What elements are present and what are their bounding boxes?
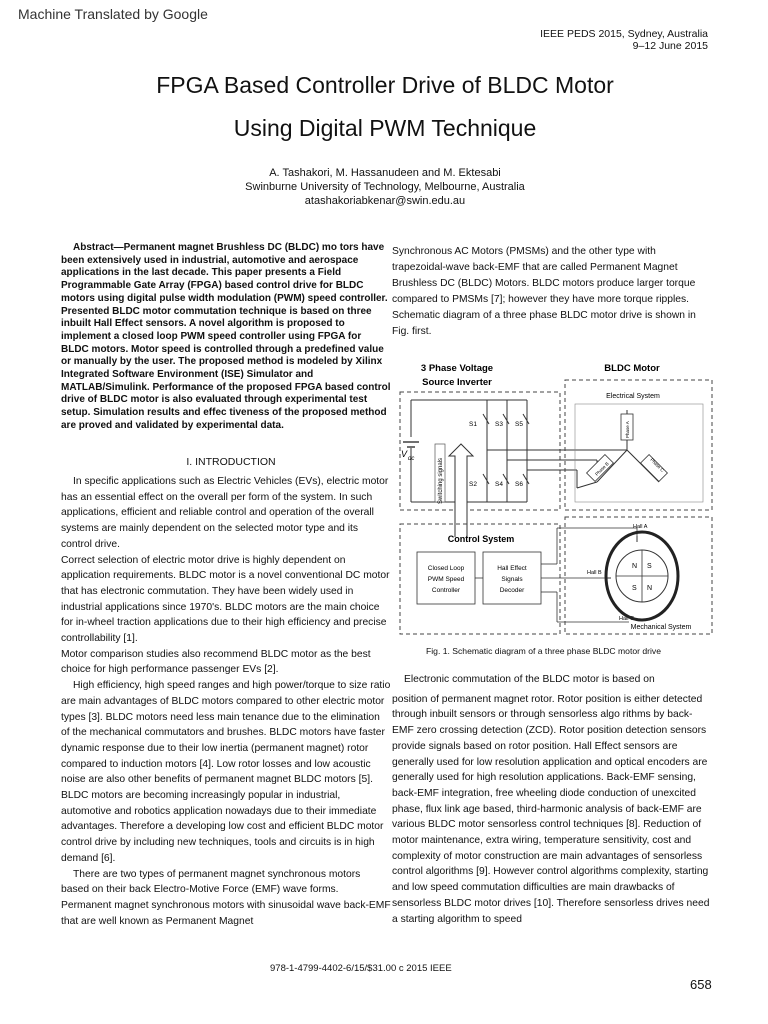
star-windings bbox=[577, 410, 659, 488]
pwm-controller-label: PWM Speed bbox=[427, 576, 465, 583]
switch-label: S4 bbox=[495, 481, 503, 488]
switching-signals-label: Switching signals bbox=[438, 457, 444, 504]
banner-text: Machine Translated by Google bbox=[18, 6, 208, 22]
svg-text:V: V bbox=[401, 449, 408, 459]
translation-banner bbox=[0, 0, 768, 30]
bldc-drive-schematic bbox=[397, 352, 715, 637]
motor-title: BLDC Motor bbox=[604, 363, 660, 374]
hall-decoder-label: Signals bbox=[501, 576, 523, 583]
electrical-system-inner bbox=[575, 404, 703, 502]
phase-label: Phase B bbox=[594, 461, 610, 477]
author-affiliation: Swinburne University of Technology, Melbourne, Australia bbox=[245, 181, 525, 193]
hall-decoder-label: Hall Effect bbox=[497, 565, 527, 572]
paragraph: Correct selection of electric motor drive is highly dependent on application requirements. BLDC motor is a novel conventional DC motor that has electronic commutation. They have been widely used in industrial applications since 1970's. BLDC motors are the main choice for in-wheel traction applications due to their high efficiency and precise controllability [1]. bbox=[61, 554, 390, 645]
page-number: 658 bbox=[690, 977, 712, 992]
electrical-system-label: Electrical System bbox=[606, 393, 660, 400]
mechanical-system-label: Mechanical System bbox=[630, 624, 692, 631]
phase-label: Phase A bbox=[625, 421, 630, 438]
paragraph: position of permanent magnet rotor. Rotor position is either detected through inbuilt sensors or through sensorless algo rithms by back-EMF zero crossing detection (ZCD). Rotor position detection sensors provide signals based on rotor position. Hall Effect sensors are generally used for low resolution application and optical encoders are generally used for high resolution applications. Back-EMF sensing, back-EMF integration, free wheeling diode conduction of unexcited phase, flux link age based, third-harmonic analysis of back-EMF are various BLDC motor sensorless control techniques [8]. Reduction of motor maintenance, extra wiring, temperature sensitivity, cost and complexity of motor construction are main advantages of sensorless control algorithms [9]. However control algorithms complexity, starting and low speed commutation difficulties are main drawbacks of sensorless BLDC motor drives [10]. Therefore sensorless drives need a starting algorithm to speed bbox=[392, 693, 710, 925]
hall-b-label: Hall B bbox=[587, 570, 602, 576]
switch-label: S6 bbox=[515, 481, 523, 488]
dc-source bbox=[401, 400, 419, 502]
paragraph: High efficiency, high speed ranges and high power/torque to size ratio are main advantages of BLDC motors compared to other electric motor types [3]. BLDC motors need less main tenance due to the elimination of the mechanical commutators and brushes. BLDC motors have faster dynamic response due to their low inertia (permanent magnet) rotor compared to induction motors [4]. Low rotor losses and low acoustic noise are also other benefits of permanent magnet BLDC motors [5]. BLDC motors are becoming increasingly popular in industrial, automotive and robotics application nowadays due to their immediate advantages. Therefore a developing low cost and efficient BLDC motor control drive by including new techniques, tools and circuits is in high demand [6]. bbox=[61, 680, 391, 864]
pwm-controller-label: Controller bbox=[431, 587, 461, 594]
switch-label: S1 bbox=[469, 421, 477, 428]
paragraph: There are two types of permanent magnet synchronous motors based on their back Electro-Motive Force (EMF) wave forms. Permanent magnet synchronous motors with sinusoidal wave back-EMF that are well known as Permanent Magnet bbox=[61, 868, 391, 927]
paragraph: Motor comparison studies also recommend BLDC motor as the best choice for high performance passenger EVs [2]. bbox=[61, 648, 371, 676]
inverter-box bbox=[400, 392, 560, 510]
conference-info bbox=[540, 28, 708, 52]
svg-text:dc: dc bbox=[408, 456, 415, 462]
pwm-controller-label: Closed Loop bbox=[427, 565, 465, 572]
paper-title-line-1: FPGA Based Controller Drive of BLDC Motor bbox=[156, 72, 614, 98]
signal-arrow bbox=[449, 444, 473, 537]
paragraph: In specific applications such as Electric Vehicles (EVs), electric motor has an essential effect on the overall per form of the system. In such applications, efficient and reliable control and operation of the overall systems are mainly dependent on the selected motor type and its control drive. bbox=[61, 476, 389, 550]
hall-decoder-label: Decoder bbox=[499, 587, 525, 594]
author-email: atashakoriabkenar@swin.edu.au bbox=[304, 195, 466, 207]
copyright-footer: 978-1-4799-4402-6/15/$31.00 c 2015 IEEE bbox=[270, 963, 452, 974]
conference-line-2: 9–12 June 2015 bbox=[632, 40, 708, 52]
switch-label: S2 bbox=[469, 481, 477, 488]
figure-caption: Fig. 1. Schematic diagram of a three phase BLDC motor drive bbox=[426, 646, 662, 656]
pole-label: N bbox=[632, 563, 638, 570]
inverter-title: 3 Phase Voltage bbox=[420, 363, 494, 374]
section-heading-introduction: I. INTRODUCTION bbox=[186, 456, 276, 468]
control-system-label: Control System bbox=[447, 534, 515, 544]
abstract: Abstract—Permanent magnet Brushless DC (BLDC) mo tors have been extensively used in industrial, automotive and aerospace applications in the last decade. This paper presents a Field Programmable Gate Array (FPGA) based control drive for BLDC motors using digital pulse width modulation (PWM) speed controller. Presented BLDC motor commutation technique is based on three inbuilt Hall Effect sensors. A novel algorithm is proposed to implement a closed loop PWM speed controller using FPGA for BLDC motors. Motor speed is controlled through a predefined value or manually by the user. The proposed method is modeled by Xilinx Integrated Software Environment (ISE) Simulator and MATLAB/Simulink. Performance of the proposed FPGA based control drive of BLDC motor is also evaluated through experimental test setup. Simulation results and effec tiveness of the proposed method are proved and validated by experimental data. bbox=[61, 242, 391, 431]
hall-a-label: Hall A bbox=[633, 524, 648, 530]
paper-title-line-2: Using Digital PWM Technique bbox=[233, 115, 537, 141]
author-names: A. Tashakori, M. Hassanudeen and M. Ektesabi bbox=[269, 167, 501, 179]
right-column-body bbox=[392, 672, 712, 927]
conference-line-1: IEEE PEDS 2015, Sydney, Australia bbox=[540, 28, 708, 40]
switch-label: S3 bbox=[495, 421, 503, 428]
phase-label: Phase C bbox=[649, 457, 666, 473]
inverter-title: Source Inverter bbox=[422, 377, 492, 388]
hall-c-label: Hall C bbox=[619, 616, 634, 622]
pole-label: S bbox=[647, 563, 652, 570]
pole-label: S bbox=[632, 585, 637, 592]
paragraph: Electronic commutation of the BLDC motor is based on bbox=[404, 674, 655, 685]
switch-label: S5 bbox=[515, 421, 523, 428]
right-column-intro: Synchronous AC Motors (PMSMs) and the other type with trapezoidal-wave back-EMF that are called Permanent Magnet Brushless DC (BLDC) Motors. BLDC motors produce larger torque compared to PMSMs [7]; however they have more torque ripples. Schematic diagram of a three phase BLDC motor drive is shown in Fig. first. bbox=[392, 246, 696, 337]
pole-label: N bbox=[647, 585, 653, 592]
author-block bbox=[100, 166, 670, 208]
left-column-body bbox=[61, 474, 391, 929]
